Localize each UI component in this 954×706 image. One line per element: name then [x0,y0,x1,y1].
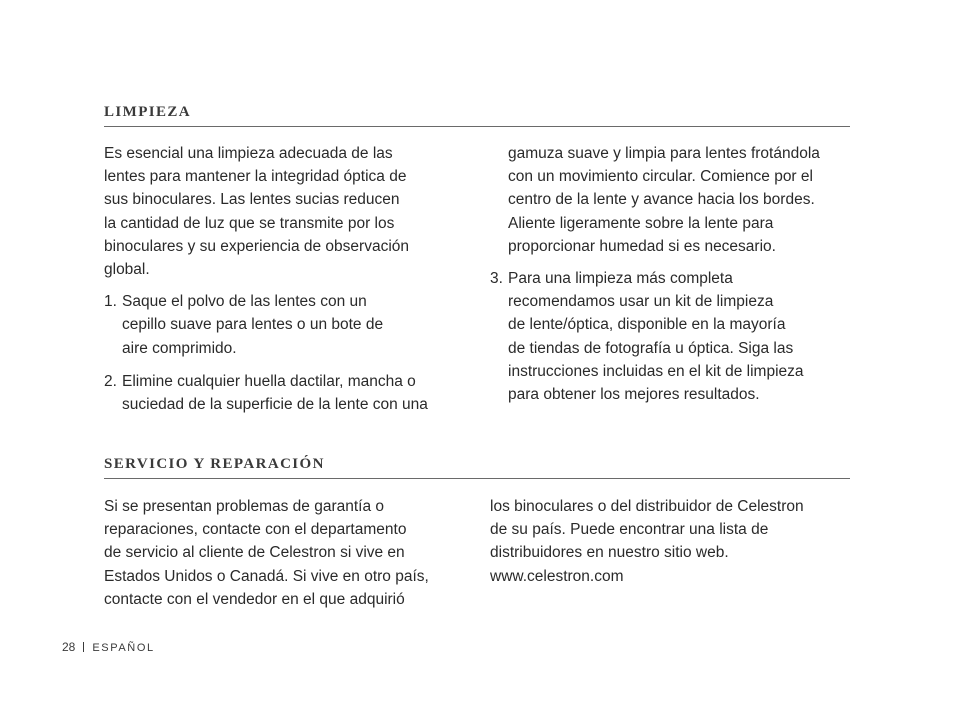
list-item-3: 3. Para una limpieza más completa recomendamos usar un kit de limpieza de lente/óptica, disponible en la mayoría de tiendas de fotografía u óptica. Siga las instrucciones incluidas en el kit de limpieza para obtener los mejores resultados. [490,267,852,406]
website-url: www.celestron.com [490,567,624,585]
page-number: 28 [62,640,76,654]
section-servicio [104,455,850,608]
list-number-3: 3. [490,270,503,288]
list-number-2: 2. [104,372,117,390]
servicio-left-column [104,495,474,611]
list-item-2-continued: gamuza suave y limpia para lentes frotándola con un movimiento circular. Comience por el centro de la lente y avance hacia los bordes. Aliente ligeramente sobre la lente para proporcionar humedad si es necesario. [508,145,820,255]
list-item-1: 1. Saque el polvo de las lentes con un cepillo suave para lentes o un bote de aire comprimido. [104,290,474,360]
section-limpieza [104,103,850,414]
page-footer [62,640,155,655]
limpieza-left-column [104,142,474,416]
servicio-left-text: Si se presentan problemas de garantía o reparaciones, contacte con el departamento de servicio al cliente de Celestron si vive en Estados Unidos o Canadá. Si vive en otro país, contacte con el vendedor en el que adquirió [104,498,429,608]
limpieza-right-column [490,142,852,406]
section-title-servicio: SERVICIO Y REPARACIÓN [104,455,850,479]
limpieza-intro: Es esencial una limpieza adecuada de las lentes para mantener la integridad óptica de sus binoculares. Las lentes sucias reducen la cantidad de luz que se transmite por los binoculares y su experiencia de observación global. [104,145,410,279]
section-title-limpieza: LIMPIEZA [104,103,850,127]
servicio-right-text: los binoculares o del distribuidor de Celestron de su país. Puede encontrar una lista de distribuidores en nuestro sitio web. www.celestron.com [490,498,804,585]
footer-separator [83,642,84,652]
list-item-2: 2. Elimine cualquier huella dactilar, mancha o suciedad de la superficie de la lente con una [104,370,474,416]
list-number-1: 1. [104,293,117,311]
footer-language: ESPAÑOL [92,642,155,654]
servicio-right-column [490,495,852,588]
